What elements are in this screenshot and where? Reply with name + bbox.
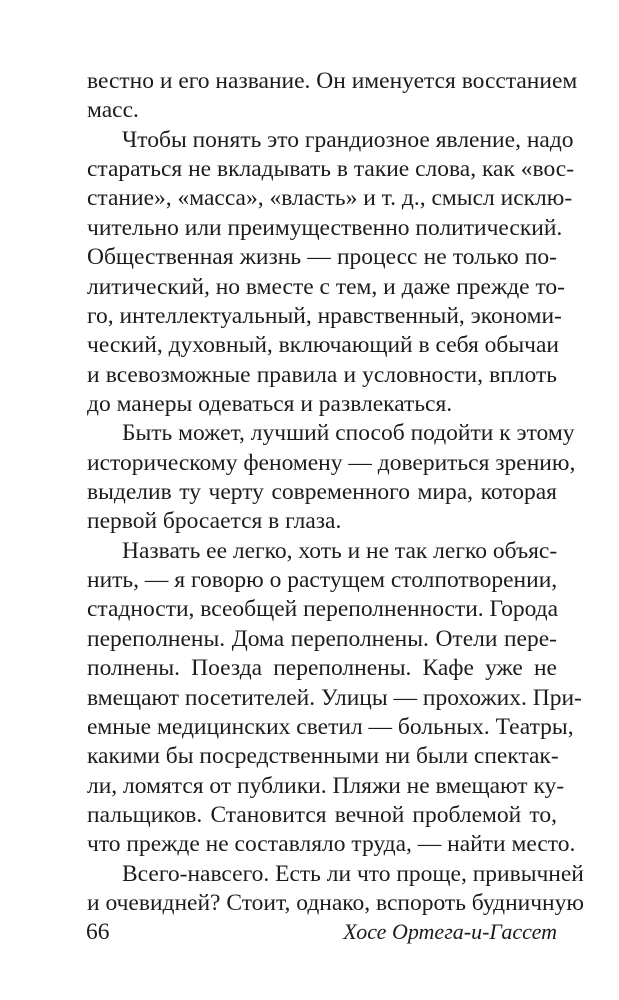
text-line: стадности, всеобщей переполненности. Города <box>87 596 559 622</box>
text-line: и очевидней? Стоит, однако, вспороть будничную <box>87 890 584 916</box>
paragraph-first-line: Быть может, лучший способ подойти к этому <box>122 420 575 446</box>
page-number: 66 <box>86 919 110 945</box>
text-line: ли, ломятся от публики. Пляжи не вмещают ку- <box>87 773 565 799</box>
text-line: Общественная жизнь — процесс не только по- <box>87 244 557 270</box>
text-line: чительно или преимущественно политический. <box>87 215 563 241</box>
text-line: выделив ту черту современного мира, которая <box>87 479 557 505</box>
text-line: ческий, духовный, включающий в себя обычаи <box>87 332 560 358</box>
text-line: литический, но вместе с тем, и даже прежде то- <box>87 274 566 300</box>
running-footer-author: Хосе Ортега-и-Гассет <box>343 919 557 944</box>
paragraph-first-line: Назвать ее легко, хоть и не так легко объяс- <box>122 538 558 564</box>
text-line: пальщиков. Становится вечной проблемой то, <box>87 802 557 828</box>
text-line: первой бросается в глаза. <box>87 508 342 534</box>
text-line: стание», «масса», «власть» и т. д., смысл исклю- <box>87 185 573 211</box>
text-line: какими бы посредственными ни были спектак- <box>87 743 559 769</box>
text-line: масс. <box>87 97 139 123</box>
text-line: стараться не вкладывать в такие слова, как «вос- <box>87 156 575 182</box>
text-line: вмещают посетителей. Улицы — прохожих. При- <box>87 685 582 711</box>
paragraph-first-line: Чтобы понять это грандиозное явление, надо <box>122 127 574 153</box>
text-line: и всевозможные правила и условности, вплоть <box>87 362 557 388</box>
text-line: емные медицинских светил — больных. Театры, <box>87 714 574 740</box>
paragraph-first-line: Всего-навсего. Есть ли что проще, привычней <box>122 861 584 887</box>
text-line: историческому феномену — довериться зрению, <box>87 450 576 476</box>
text-line: до манеры одеваться и развлекаться. <box>87 391 453 417</box>
text-line: полнены. Поезда переполнены. Кафе уже не <box>87 655 557 681</box>
text-line: переполнены. Дома переполнены. Отели пере- <box>87 626 557 652</box>
text-line: что прежде не составляло труда, — найти место. <box>87 831 576 857</box>
text-line: нить, — я говорю о растущем столпотворении, <box>87 567 558 593</box>
text-line: вестно и его название. Он именуется восстанием <box>87 68 578 94</box>
text-line: го, интеллектуальный, нравственный, экономи- <box>87 303 562 329</box>
